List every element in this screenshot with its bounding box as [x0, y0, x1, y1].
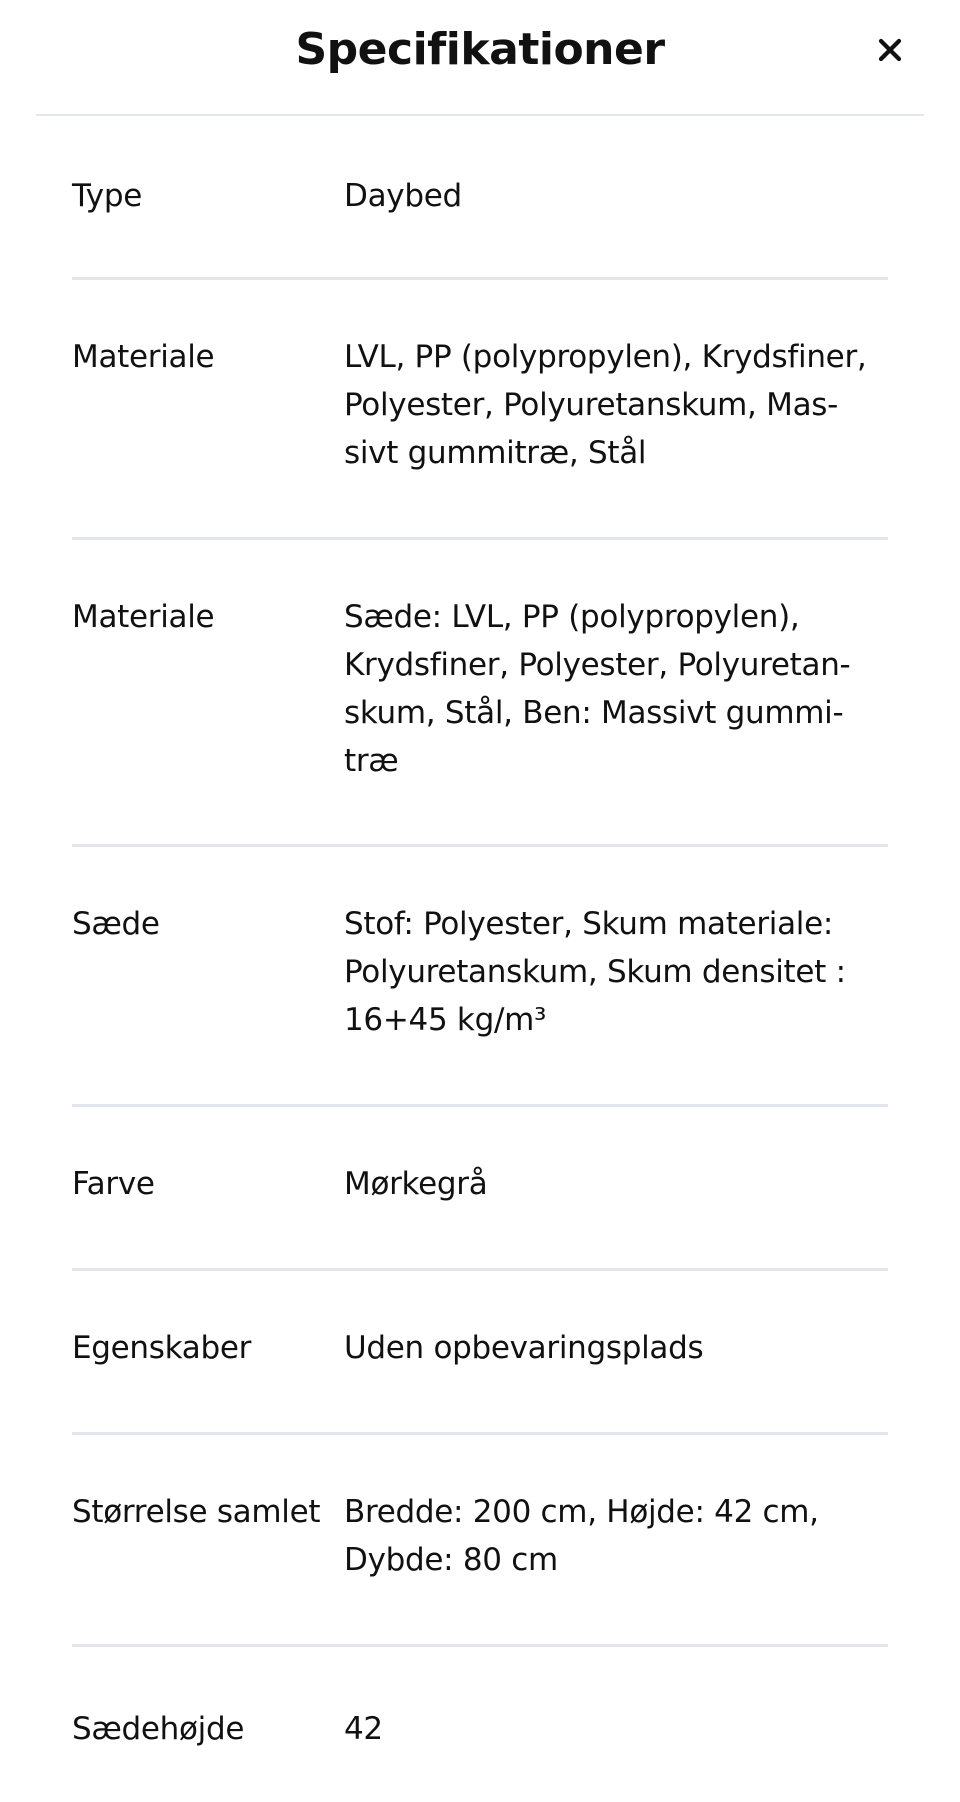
spec-value: Bredde: 200 cm, Højde: 42 cm, Dybde: 80 cm: [344, 1494, 819, 1578]
spec-row-material: [72, 280, 888, 540]
spec-value: Stof: Polyester, Skum materiale: Polyuretanskum, Skum densitet : 16+45 kg/m³: [344, 906, 846, 1038]
spec-value: Daybed: [344, 178, 462, 214]
spec-label: Egenskaber: [72, 1330, 252, 1366]
spec-value: Mørkegrå: [344, 1166, 488, 1202]
spec-row-material-detail: [72, 540, 888, 847]
modal-header: [36, 0, 924, 116]
spec-value: Uden opbevaringsplads: [344, 1330, 704, 1366]
spec-row-seat-height: [72, 1647, 888, 1797]
close-icon: [870, 30, 910, 70]
spec-label: Sædehøjde: [72, 1711, 245, 1747]
modal-title: Specifikationer: [295, 24, 665, 75]
spec-label: Materiale: [72, 339, 215, 375]
spec-row-type: [72, 116, 888, 280]
spec-list: [72, 116, 888, 1797]
spec-row-color: [72, 1107, 888, 1271]
spec-label: Materiale: [72, 599, 215, 635]
spec-value: 42: [344, 1711, 383, 1747]
spec-row-seat: [72, 847, 888, 1107]
close-button[interactable]: [870, 30, 910, 70]
spec-value: LVL, PP (polypropylen), Krydsfiner, Polyester, Polyuretanskum, Mas- sivt gummitræ, Stål: [344, 339, 867, 471]
spec-row-features: [72, 1271, 888, 1435]
spec-label: Størrelse samlet: [72, 1494, 321, 1530]
spec-label: Sæde: [72, 906, 160, 942]
spec-row-assembled-size: [72, 1435, 888, 1647]
spec-label: Type: [72, 178, 143, 214]
spec-value: Sæde: LVL, PP (polypropylen), Krydsfiner, Polyester, Polyuretan- skum, Stål, Ben: Massivt gummi- træ: [344, 599, 851, 779]
spec-label: Farve: [72, 1166, 155, 1202]
